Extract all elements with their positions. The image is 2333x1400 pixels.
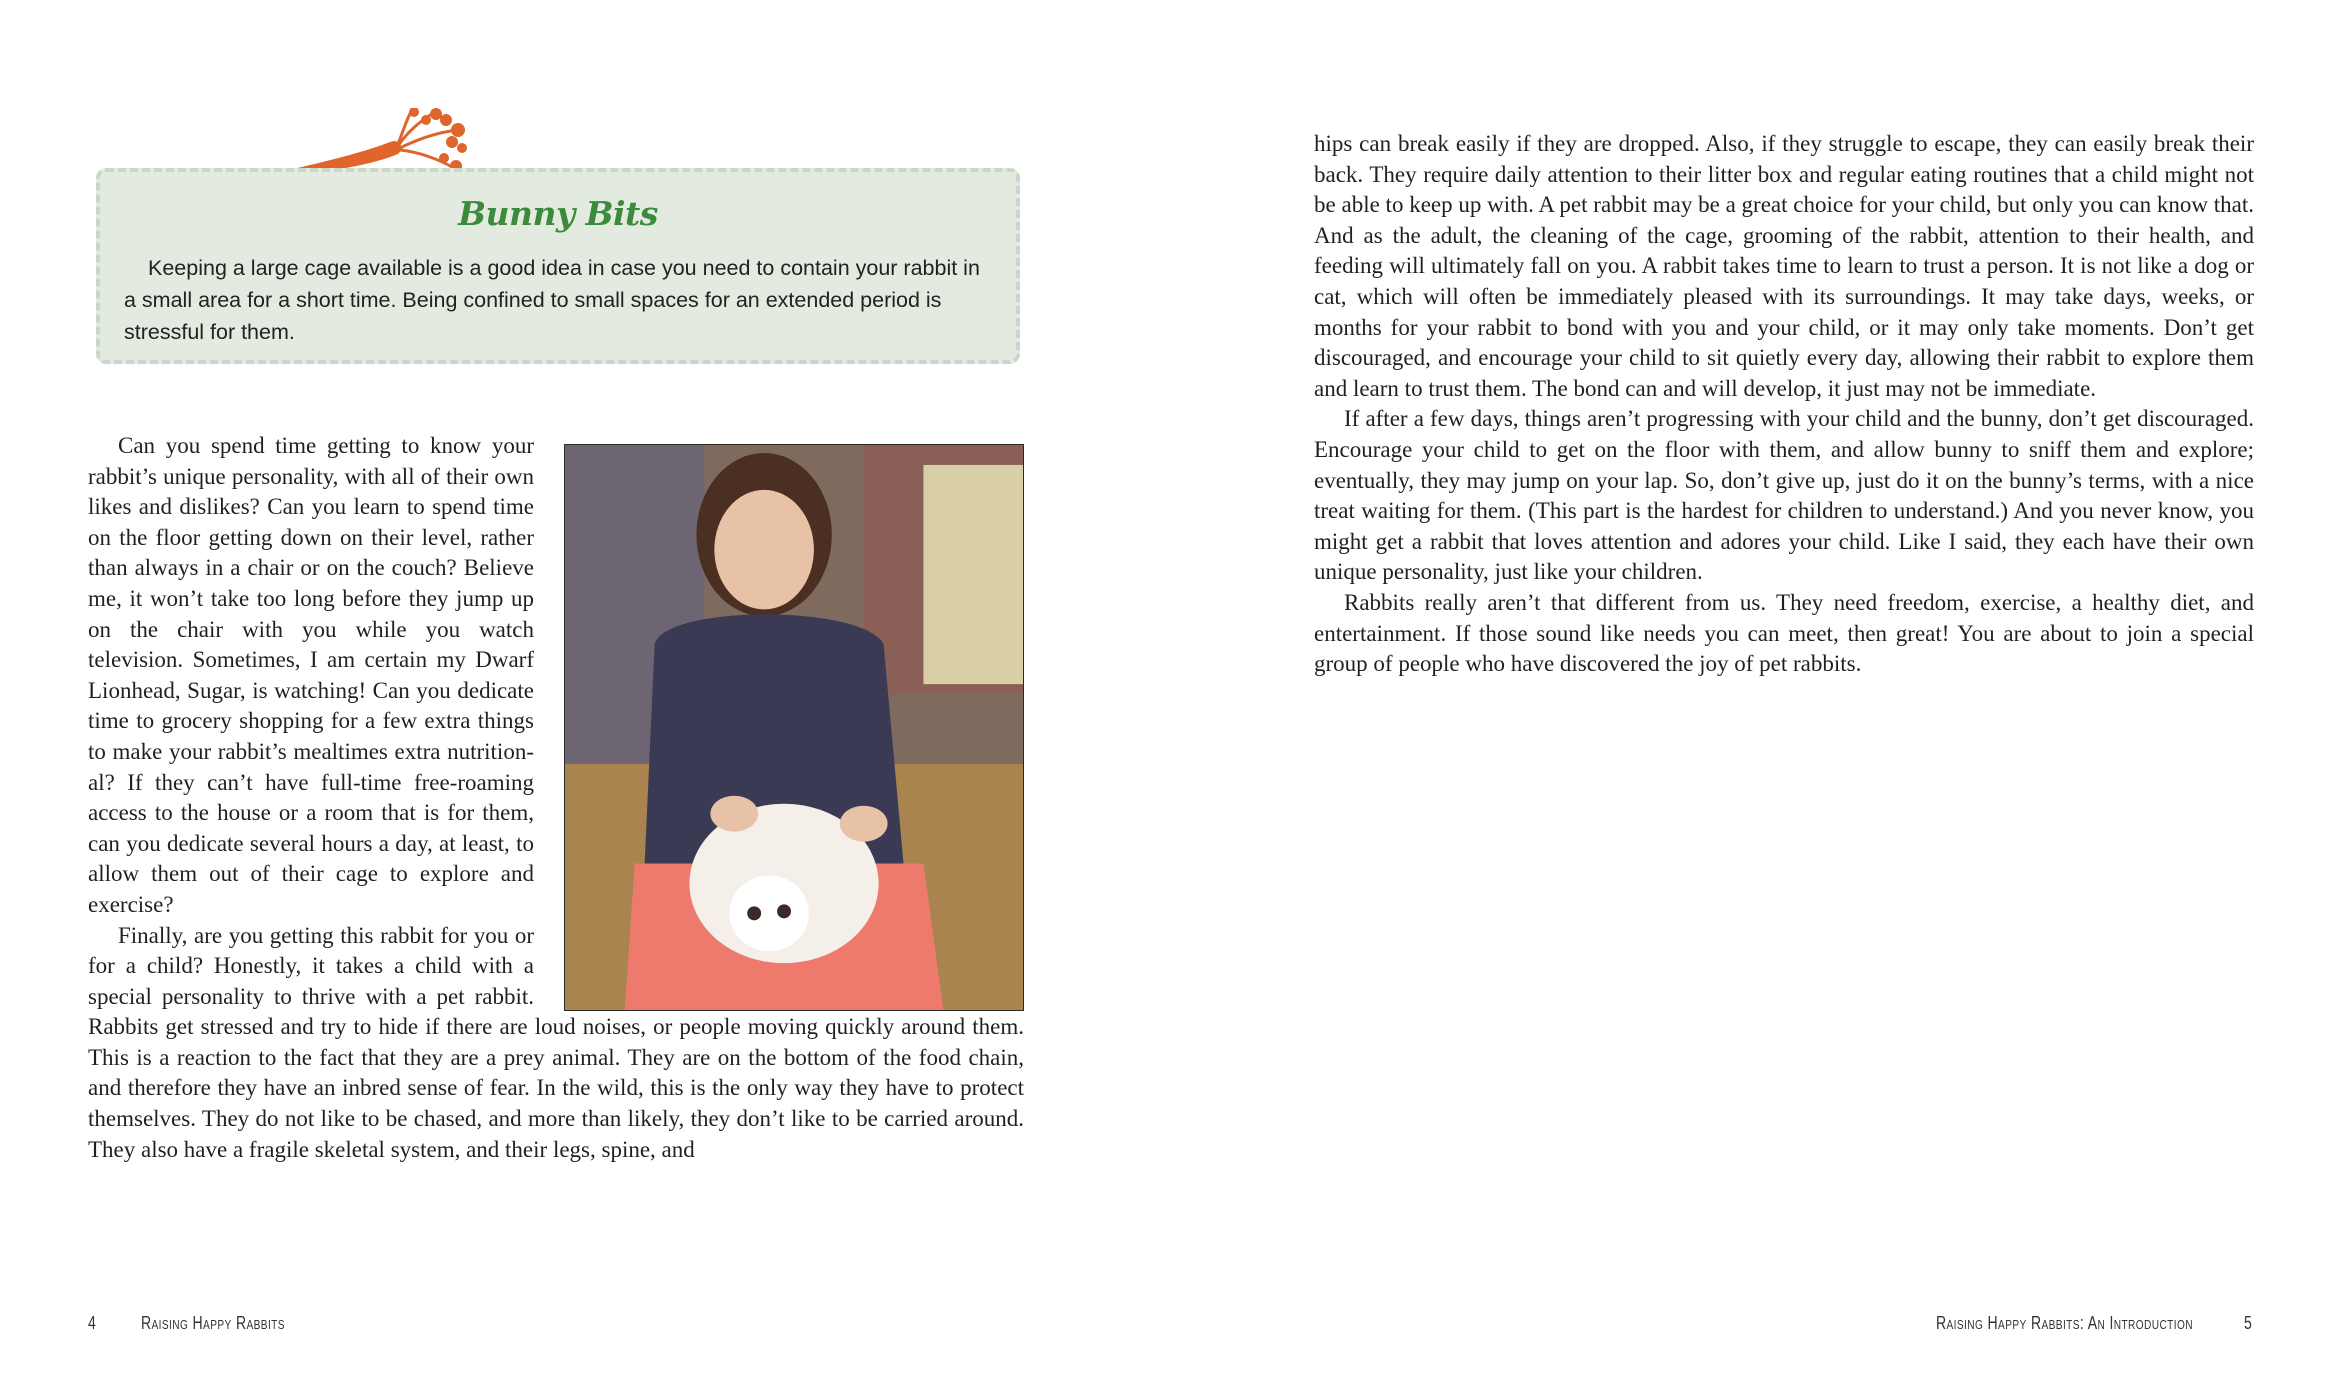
right-paragraph-3: Rabbits really aren’t that different from us. They need freedom, exercise, a healthy diet, and entertainment. If those sound like needs you can meet, then great! You are about to join a special group of people who have discovered the joy of pet rabbits. xyxy=(1314,589,2254,677)
right-body-text xyxy=(1314,129,2254,680)
right-paragraph-1: hips can break easily if they are dropped. Also, if they struggle to escape, they can easily break their back. They require daily attention to their litter box and regular eating routines that a child might not be able to keep up with. A pet rabbit may be a great choice for your child, but only you can know that. And as the adult, the cleaning of the cage, grooming of the rabbit, attention to their health, and feeding will ultimately fall on you. A rabbit takes time to learn to trust a person. It is not like a dog or cat, which will often be immediately pleased with its surroundings. It may take days, weeks, or months for your rabbit to bond with you and your child, or it may only take moments. Don’t get discouraged, and encourage your child to sit quietly every day, allowing their rabbit to explore them and learn to trust them. The bond can and will develop, it just may not be immediate. xyxy=(1314,131,2254,401)
right-page xyxy=(1166,0,2333,1400)
page-number-left: 4 xyxy=(88,1313,97,1333)
left-paragraph-2: Finally, are you getting this rabbit for you or for a child? Honestly, it takes a child with a special personality to thrive with a pet rabbit. Rabbits get stressed and try to hide if there are loud noises, or people moving quickly around them. This is a reaction to the fact that they are a prey animal. They are on the bottom of the food chain, and therefore they have an inbred sense of fear. In the wild, this is the only way they have to protect themselves. They do not like to be chased, and more than likely, they don’t like to be carried around. They also have a fragile skeletal system, and their legs, spine, and xyxy=(88,922,1024,1162)
bunny-bits-sidebar xyxy=(96,168,1020,364)
left-paragraph-1: Can you spend time getting to know your rabbit’s unique personality, with all of their own likes and dislikes? Can you learn to spend time on the floor getting down on their level, rather than always in a chair or on the couch? Believe me, it won’t take too long before they jump up on the chair with you while you watch television. Sometimes, I am certain my Dwarf Lionhead, Sugar, is watching! Can you dedicate time to grocery shopping for a few extra things to make your rabbit’s mealtimes extra nutritional? If they can’t have full-time free-roaming access to the house or a room that is for them, can you dedicate several hours a day, at least, to allow them out of their cage to explore and exercise? xyxy=(88,433,534,917)
page-number-right: 5 xyxy=(2244,1313,2253,1333)
left-body-text xyxy=(88,431,1024,1165)
running-title-right: Raising Happy Rabbits: An Introduction xyxy=(1936,1313,2193,1333)
right-paragraph-2: If after a few days, things aren’t progressing with your child and the bunny, don’t get discouraged. Encourage your child to get on the floor with them, and allow bunny to sniff them and explore; eventually, they may jump on your lap. So, don’t give up, just do it on the bunny’s terms, with a nice treat waiting for them. (This part is the hardest for children to understand.) And you never know, you might get a rabbit that loves attention and adores your child. Like I said, they each have their own unique personality, just like your children. xyxy=(1314,406,2254,585)
left-page xyxy=(0,0,1166,1400)
sidebar-text: Keeping a large cage available is a good idea in case you need to contain your rabbit in a small area for a short time. Being confined to small spaces for an extended period is stressful for them. xyxy=(124,256,980,344)
photo-girl-with-rabbit xyxy=(564,444,1024,1011)
sidebar-title: Bunny Bits xyxy=(458,194,658,233)
running-title-left: Raising Happy Rabbits xyxy=(141,1313,285,1333)
